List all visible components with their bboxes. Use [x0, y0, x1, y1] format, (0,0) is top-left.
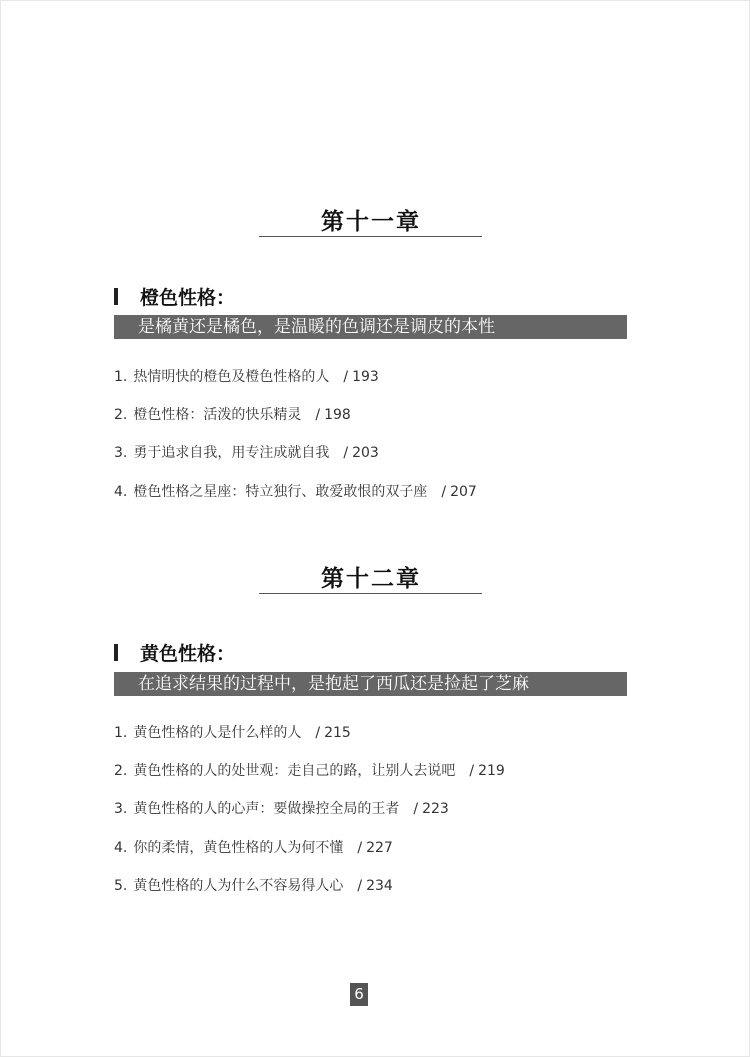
toc-item-separator: /: [469, 763, 475, 779]
toc-item-text: 黄色性格的人的心声：要做操控全局的王者: [133, 801, 400, 817]
toc-item-separator: /: [343, 369, 349, 385]
toc-item-number: 5.: [114, 878, 128, 894]
toc-item[interactable]: [114, 406, 351, 424]
section-subtitle: 是橘黄还是橘色，是温暖的色调还是调皮的本性: [114, 315, 627, 339]
toc-item-text: 你的柔情，黄色性格的人为何不懂: [133, 840, 344, 856]
toc-item-text: 橙色性格：活泼的快乐精灵: [133, 407, 302, 423]
toc-item-separator: /: [413, 801, 419, 817]
toc-item-text: 黄色性格的人的处世观：走自己的路，让别人去说吧: [133, 763, 456, 779]
toc-item[interactable]: [114, 762, 505, 780]
toc-item[interactable]: [114, 368, 379, 386]
toc-item-text: 黄色性格的人是什么样的人: [133, 725, 302, 741]
toc-item[interactable]: [114, 724, 351, 742]
section-marker-bar: [114, 288, 118, 305]
toc-item-separator: /: [315, 407, 321, 423]
toc-item-number: 4.: [114, 840, 128, 856]
section-title: 橙色性格：: [140, 286, 236, 309]
toc-item-number: 4.: [114, 484, 128, 500]
toc-item-page: 207: [450, 484, 477, 500]
section-marker-bar: [114, 644, 118, 661]
section-subtitle: 在追求结果的过程中，是抱起了西瓜还是捡起了芝麻: [114, 672, 627, 696]
toc-item-separator: /: [357, 840, 363, 856]
toc-item-separator: /: [343, 445, 349, 461]
toc-item-page: 219: [478, 763, 505, 779]
toc-item-number: 1.: [114, 725, 128, 741]
toc-item-page: 223: [422, 801, 449, 817]
page-number: 6: [350, 983, 368, 1006]
toc-item-number: 2.: [114, 763, 128, 779]
chapter-divider: [259, 236, 482, 237]
toc-item-page: 234: [366, 878, 393, 894]
section-heading: [114, 640, 235, 664]
toc-item-separator: /: [357, 878, 363, 894]
toc-item-text: 热情明快的橙色及橙色性格的人: [133, 369, 330, 385]
toc-item[interactable]: [114, 839, 393, 857]
toc-item-number: 2.: [114, 407, 128, 423]
toc-item-text: 橙色性格之星座：特立独行、敢爱敢恨的双子座: [133, 484, 428, 500]
toc-item-text: 黄色性格的人为什么不容易得人心: [133, 878, 344, 894]
toc-item-page: 193: [352, 369, 379, 385]
toc-item-number: 3.: [114, 445, 128, 461]
chapter-divider: [259, 593, 482, 594]
toc-item[interactable]: [114, 800, 449, 818]
toc-item-page: 227: [366, 840, 393, 856]
chapter-title: 第十二章: [321, 565, 421, 592]
toc-item[interactable]: [114, 483, 477, 501]
toc-item[interactable]: [114, 877, 393, 895]
toc-item-text: 勇于追求自我，用专注成就自我: [133, 445, 330, 461]
chapter-title: 第十一章: [321, 208, 421, 235]
toc-item-number: 1.: [114, 369, 128, 385]
toc-item-page: 215: [324, 725, 351, 741]
toc-item-number: 3.: [114, 801, 128, 817]
toc-item-page: 198: [324, 407, 351, 423]
section-title: 黄色性格：: [140, 642, 236, 665]
toc-item-page: 203: [352, 445, 379, 461]
toc-item[interactable]: [114, 444, 379, 462]
toc-item-separator: /: [441, 484, 447, 500]
section-heading: [114, 284, 235, 308]
toc-item-separator: /: [315, 725, 321, 741]
